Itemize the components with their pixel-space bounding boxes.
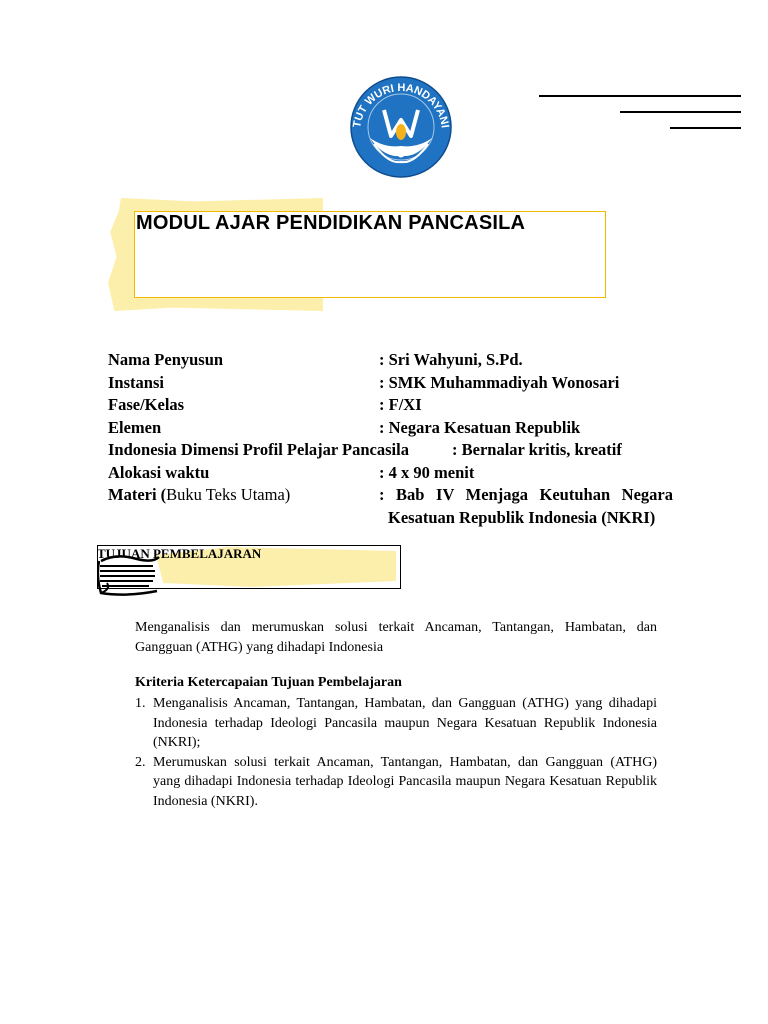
tut-wuri-handayani-logo [344, 74, 458, 180]
info-label: Indonesia Dimensi Profil Pelajar Pancasila [108, 440, 409, 459]
materi-label-normal: Buku Teks Utama) [166, 485, 291, 504]
info-label: Fase/Kelas [108, 395, 185, 414]
list-item-text: Menganalisis Ancaman, Tantangan, Hambatan, dan Gangguan (ATHG) yang dihadapi Indonesia terhadap Ideologi Pancasila maupun Negara Kesatuan Republik Indonesia (NKRI); [153, 696, 657, 750]
info-label: Elemen [108, 417, 162, 437]
header-rule-3 [670, 127, 741, 129]
info-value: : Bernalar kritis, kreatif [452, 440, 622, 459]
header-rule-2 [620, 111, 741, 113]
list-item-text: Merumuskan solusi terkait Ancaman, Tantangan, Hambatan, dan Gangguan (ATHG) yang dihadapi Indonesia terhadap Ideologi Pancasila maupun Negara Kesatuan Republik Indonesia (NKRI). [153, 754, 657, 809]
kriteria-title: Kriteria Ketercapaian Tujuan Pembelajaran [135, 675, 402, 690]
info-label: Instansi [108, 372, 164, 392]
info-label: Alokasi waktu [108, 462, 210, 482]
header-rule-1 [539, 95, 741, 97]
info-label: Nama Penyusun [108, 350, 224, 369]
info-value: : 4 x 90 menit [379, 462, 475, 482]
materi-label-bold: Materi ( [108, 485, 167, 504]
info-value: : SMK Muhammadiyah Wonosari [379, 372, 620, 392]
tujuan-heading: TUJUAN PEMBELAJARAN [97, 546, 262, 561]
list-item-number: 1. [135, 696, 146, 711]
info-label-materi [108, 484, 290, 507]
tujuan-text: Menganalisis dan merumuskan solusi terkait Ancaman, Tantangan, Hambatan, dan Gangguan (ATHG) yang dihadapi Indonesia [135, 620, 657, 655]
kriteria-list [135, 694, 657, 811]
info-value: : Bab IV Menjaga Keutuhan Negara [379, 485, 673, 504]
info-value-continued: Kesatuan Republik Indonesia (NKRI) [388, 507, 656, 527]
document-title: MODUL AJAR PENDIDIKAN PANCASILA [136, 212, 526, 234]
info-value: : Negara Kesatuan Republik [379, 417, 581, 437]
list-item [135, 753, 657, 812]
info-value: : F/XI [379, 395, 422, 414]
info-value: : Sri Wahyuni, S.Pd. [379, 350, 523, 369]
list-item [135, 694, 657, 753]
logo-ring-text: TUT WURI HANDAYANI [351, 81, 451, 129]
list-item-number: 2. [135, 754, 146, 770]
